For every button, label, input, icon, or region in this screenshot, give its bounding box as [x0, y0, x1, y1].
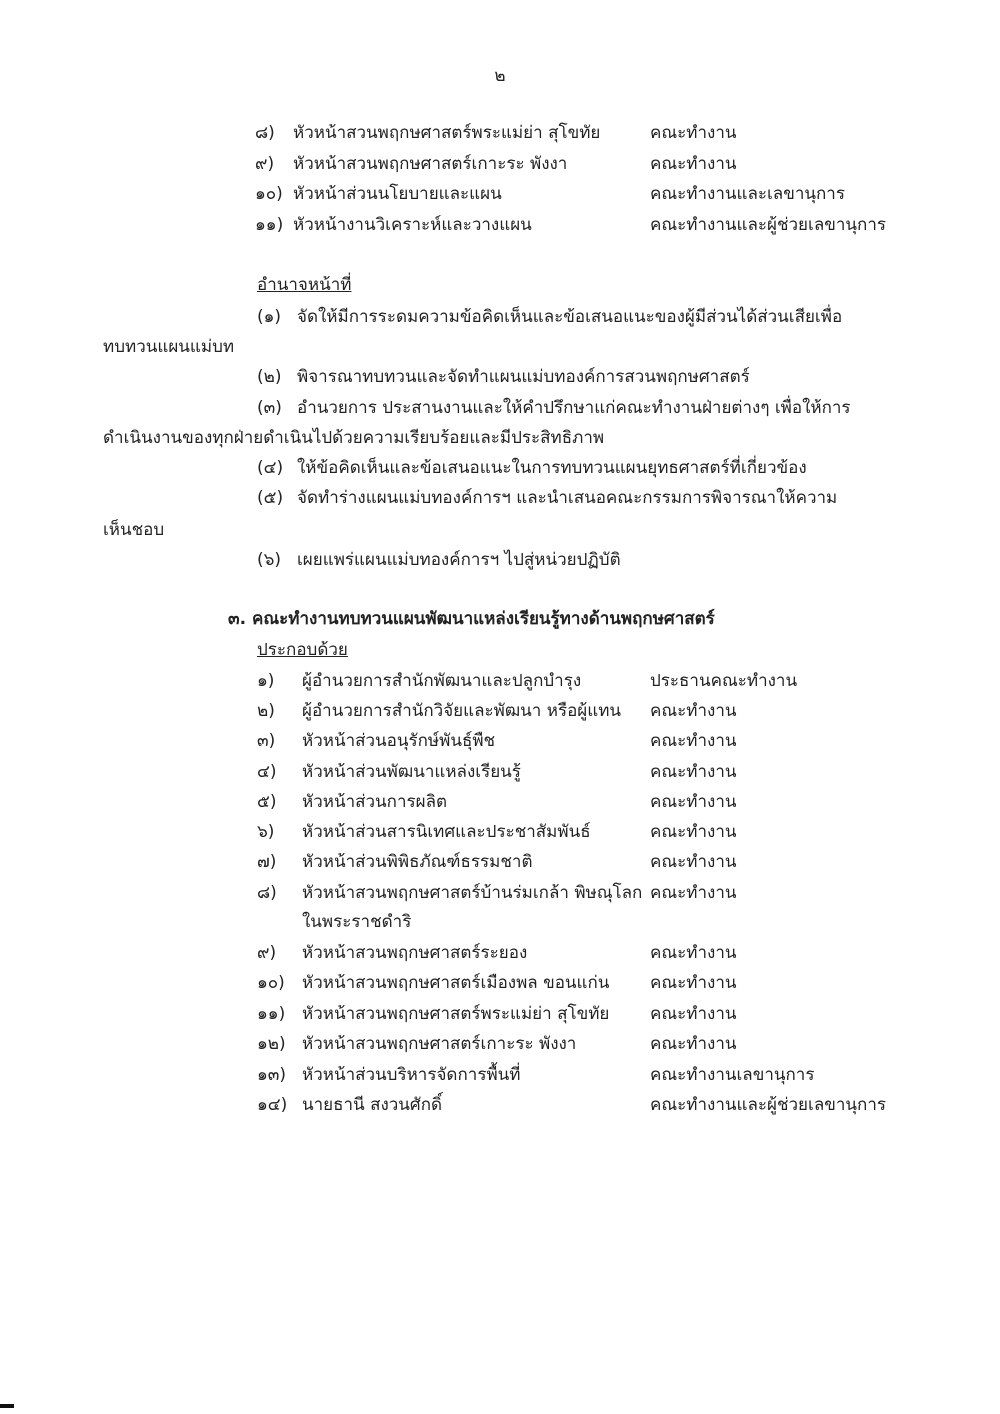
member-title: หัวหน้าส่วนการผลิต: [302, 792, 448, 812]
member-role: ประธานคณะทำงาน: [650, 671, 798, 691]
member-role: คณะทำงาน: [650, 943, 737, 963]
item-number: ๑๑): [257, 1004, 286, 1024]
item-number: ๑๔): [257, 1095, 288, 1115]
list-item: [255, 149, 895, 179]
member-role: คณะทำงาน: [650, 1034, 737, 1054]
duties-heading: อำนาจหน้าที่: [257, 275, 352, 295]
duty-text: จัดทำร่างแผนแม่บทองค์การฯ และนำเสนอคณะกรรมการพิจารณาให้ความ: [297, 488, 838, 508]
member-title: หัวหน้าสวนพฤกษศาสตร์ระยอง: [302, 943, 528, 963]
page-number: ๒: [494, 66, 506, 86]
member-title: หัวหน้างานวิเคราะห์และวางแผน: [293, 215, 532, 235]
list-item: [257, 1060, 897, 1090]
list-item: [257, 938, 897, 968]
item-number: ๑๐): [257, 973, 285, 993]
member-role: คณะทำงาน: [650, 792, 737, 812]
member-role: คณะทำงาน: [650, 731, 737, 751]
item-number: ๑๐): [255, 184, 283, 204]
list-item: [257, 726, 897, 756]
member-role: คณะทำงานและเลขานุการ: [650, 184, 845, 204]
item-number: (๔): [257, 458, 284, 478]
list-item: [255, 179, 895, 209]
duty-text: เผยแพร่แผนแม่บทองค์การฯ ไปสู่หน่วยปฏิบัติ: [297, 550, 621, 570]
member-title: นายธานี สงวนศักดิ์: [302, 1095, 443, 1115]
section-subheading: ประกอบด้วย: [257, 640, 348, 660]
item-number: ๑๒): [257, 1034, 286, 1054]
member-role: คณะทำงาน: [650, 123, 737, 143]
item-number: ๑๓): [257, 1065, 287, 1085]
list-item: [255, 118, 895, 148]
member-title: หัวหน้าส่วนบริหารจัดการพื้นที่: [302, 1065, 521, 1085]
list-item: [257, 1090, 897, 1120]
member-title: หัวหน้าสวนพฤกษศาสตร์พระแม่ย่า สุโขทัย: [293, 123, 601, 143]
list-item: [257, 878, 897, 908]
member-title: ผู้อำนวยการสำนักวิจัยและพัฒนา หรือผู้แทน: [302, 701, 622, 721]
list-item: [257, 1029, 897, 1059]
item-number: ๘): [257, 883, 277, 903]
item-number: ๙): [257, 943, 277, 963]
member-role: คณะทำงานเลขานุการ: [650, 1065, 815, 1085]
member-role: คณะทำงาน: [650, 852, 737, 872]
item-number: ๓): [257, 731, 276, 751]
member-title: หัวหน้าสวนพฤกษศาสตร์บ้านร่มเกล้า พิษณุโลก: [302, 883, 643, 903]
item-number: (๖): [257, 550, 282, 570]
duty-text: ให้ข้อคิดเห็นและข้อเสนอแนะในการทบทวนแผนยุทธศาสตร์ที่เกี่ยวข้อง: [297, 458, 807, 478]
member-role: คณะทำงาน: [650, 762, 737, 782]
item-number: ๔): [257, 762, 277, 782]
list-item: [257, 817, 897, 847]
list-item: [257, 999, 897, 1029]
list-item: [257, 847, 897, 877]
member-role: คณะทำงานและผู้ช่วยเลขานุการ: [650, 215, 886, 235]
item-number: (๒): [257, 367, 282, 387]
member-title: หัวหน้าส่วนอนุรักษ์พันธุ์พืช: [302, 731, 496, 751]
list-item: [257, 787, 897, 817]
member-title: หัวหน้าส่วนพัฒนาแหล่งเรียนรู้: [302, 762, 521, 782]
member-role: คณะทำงาน: [650, 883, 737, 903]
item-number: (๓): [257, 398, 282, 418]
member-role: คณะทำงาน: [650, 701, 737, 721]
item-number: ๕): [257, 792, 277, 812]
section-title: ๓. คณะทำงานทบทวนแผนพัฒนาแหล่งเรียนรู้ทางด้านพฤกษศาสตร์: [228, 609, 715, 629]
member-title: หัวหน้าส่วนสารนิเทศและประชาสัมพันธ์: [302, 822, 591, 842]
item-number: ๗): [257, 852, 277, 872]
member-title: หัวหน้าสวนพฤกษศาสตร์เกาะระ พังงา: [302, 1034, 577, 1054]
duty-text: อำนวยการ ประสานงานและให้คำปรึกษาแก่คณะทำงานฝ่ายต่างๆ เพื่อให้การ: [297, 398, 851, 418]
list-item: [257, 696, 897, 726]
member-role: คณะทำงานและผู้ช่วยเลขานุการ: [650, 1095, 886, 1115]
member-role: คณะทำงาน: [650, 822, 737, 842]
list-item: [257, 757, 897, 787]
member-role: คณะทำงาน: [650, 973, 737, 993]
item-number: ๙): [255, 154, 275, 174]
member-title: หัวหน้าสวนพฤกษศาสตร์เกาะระ พังงา: [293, 154, 568, 174]
list-item: [255, 210, 895, 240]
duty-text: จัดให้มีการระดมความข้อคิดเห็นและข้อเสนอแนะของผู้มีส่วนได้ส่วนเสียเพื่อ: [297, 307, 843, 327]
item-number: ๘): [255, 123, 275, 143]
item-number: (๑): [257, 307, 282, 327]
member-title-continued: ในพระราชดำริ: [302, 912, 412, 932]
member-title: หัวหน้าสวนพฤกษศาสตร์พระแม่ย่า สุโขทัย: [302, 1004, 610, 1024]
member-role: คณะทำงาน: [650, 154, 737, 174]
item-number: ๖): [257, 822, 275, 842]
list-item: [257, 666, 897, 696]
duty-text-continued: เห็นชอบ: [103, 520, 165, 540]
item-number: ๒): [257, 701, 275, 721]
member-title: หัวหน้าส่วนนโยบายและแผน: [293, 184, 502, 204]
item-number: ๑): [257, 671, 275, 691]
member-title: ผู้อำนวยการสำนักพัฒนาและปลูกบำรุง: [302, 671, 582, 691]
duty-text-continued: ดำเนินงานของทุกฝ่ายดำเนินไปด้วยความเรียบร้อยและมีประสิทธิภาพ: [103, 428, 605, 448]
member-title: หัวหน้าส่วนพิพิธภัณฑ์ธรรมชาติ: [302, 852, 533, 872]
scan-edge-mark: [0, 1404, 14, 1408]
list-item: [257, 968, 897, 998]
duty-text-continued: ทบทวนแผนแม่บท: [103, 337, 235, 357]
member-role: คณะทำงาน: [650, 1004, 737, 1024]
item-number: ๑๑): [255, 215, 284, 235]
item-number: (๕): [257, 488, 284, 508]
member-title: หัวหน้าสวนพฤกษศาสตร์เมืองพล ขอนแก่น: [302, 973, 610, 993]
duty-text: พิจารณาทบทวนและจัดทำแผนแม่บทองค์การสวนพฤกษศาสตร์: [297, 367, 750, 387]
